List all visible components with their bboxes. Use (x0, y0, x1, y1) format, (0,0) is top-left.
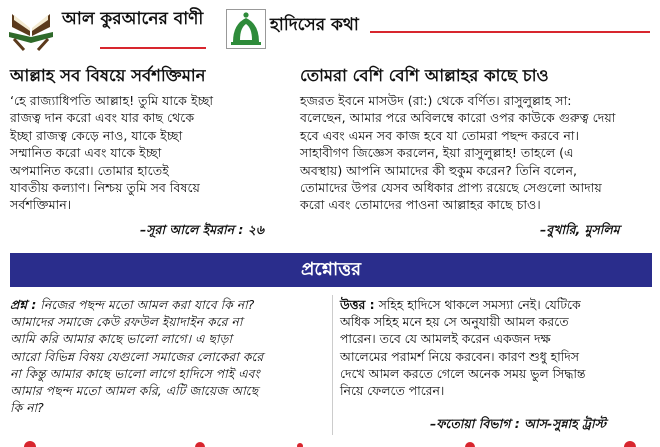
question-line: আমি করি আমার কাছে ভালো লাগে। এ ছাড়া (10, 331, 232, 347)
hadith-line: তোমাদের উপর যেসব অধিকার প্রাপ্য রয়েছে সেগুলো আদায় (300, 180, 602, 196)
question-label: প্রশ্ন : (10, 297, 37, 312)
quran-section-title: আল কুরআনের বাণী (62, 9, 204, 29)
question-text: নিজের পছন্দ মতো আমল করা যাবে কি না? (40, 297, 255, 312)
hadith-title-rule (370, 31, 650, 33)
answer-line: পারেন। তবে যে আমলই করেন একজন দক্ষ (340, 331, 551, 347)
quran-verse-line: সর্বশক্তিমান। (10, 197, 72, 213)
answer-source: –ফতোয়া বিভাগ : আস-সুন্নাহ ট্রাস্ট (430, 416, 606, 431)
answer-line: আলেমের পরামর্শ নিয়ে করবেন। কারণ শুধু হাদিস (340, 348, 579, 364)
answer-line: দেখে আমল করতে গেলে অনেক সময় ভুল সিদ্ধান্ত (340, 365, 586, 381)
mosque-dome-crescent-icon (226, 9, 266, 49)
hadith-source: –বুখারি, মুসলিম (540, 222, 620, 237)
quran-verse-line: ‘হে রাজ্যাধিপতি আল্লাহ! তুমি যাকে ইচ্ছা (10, 93, 214, 108)
quran-article-title: আল্লাহ সব বিষয়ে সর্বশক্তিমান (10, 66, 206, 85)
qa-section-title: প্রশ্নোত্তর (301, 259, 361, 280)
answer-block (340, 296, 652, 399)
quran-verse-text (10, 92, 282, 214)
hadith-line: অবস্থায়) আপনি আমাদের কী হুকুম করেন? তিনি বলেন, (300, 162, 577, 178)
question-block (10, 296, 328, 416)
answer-line: নিয়ে ফেলতে পারেন। (340, 383, 445, 399)
hadith-line: হবে এবং এমন সব কাজ হবে যা তোমরা পছন্দ করবে না। (300, 127, 580, 143)
open-quran-book-icon (6, 6, 56, 52)
hadith-text (300, 92, 652, 214)
answer-line: অধিক সহিহ মনে হয় সে অনুযায়ী আমল করতে (340, 314, 569, 330)
answer-label: উত্তর : (340, 297, 375, 312)
hadith-line: সাহাবীগণ জিজ্ঞেস করলেন, ইয়া রাসুলুল্লাহ! তাহলে (এ (300, 145, 574, 161)
hadith-section-title: হাদিসের কথা (270, 15, 359, 35)
quran-verse-line: রাজত্ব দান করো এবং যার কাছ থেকে (10, 110, 195, 126)
answer-line (340, 296, 652, 313)
quran-verse-line: সম্মানিত করো এবং যাকে ইচ্ছা (10, 145, 162, 161)
question-line (10, 296, 328, 313)
question-line: কি না? (10, 400, 44, 416)
hadith-line: করো এবং তোমাদের পাওনা আল্লাহর কাছে চাও। (300, 197, 541, 213)
question-line: না কিন্তু আমার কাছে ভালো লাগে হাদিসে পাই এবং (10, 365, 260, 381)
question-line: আমাদের সমাজে কেউ রফউল ইয়াদাইন করে না (10, 314, 243, 330)
hadith-article-title: তোমরা বেশি বেশি আল্লাহর কাছে চাও (300, 66, 549, 85)
quran-source: –সূরা আলে ইমরান : ২৬ (140, 222, 264, 237)
quran-verse-line: ইচ্ছা রাজত্ব কেড়ে নাও, যাকে ইচ্ছা (10, 127, 183, 143)
hadith-line: হজরত ইবনে মাসউদ (রা:) থেকে বর্ণিত। রাসুলুল্লাহ সা: (300, 93, 572, 108)
question-line: আমার পছন্দ মতো আমল করি, এটি জায়েজ আছে (10, 383, 259, 399)
question-line: আরো বিভিন্ন বিষয় যেগুলো সমাজের লোকেরা করে (10, 348, 264, 364)
quran-title-rule (100, 47, 206, 49)
qa-column-divider (332, 295, 333, 435)
cropped-bottom-ornament (0, 437, 660, 447)
quran-verse-line: যাবতীয় কল্যাণ। নিশ্চয় তুমি সব বিষয়ে (10, 180, 200, 196)
hadith-line: বলেছেন, আমার পরে অবিলম্বে কারো ওপর কাউকে গুরুত্ব দেয়া (300, 110, 616, 126)
qa-header-band (10, 253, 652, 287)
answer-text: সহিহ হাদিসে থাকলে সমস্যা নেই। যেটিকে (378, 297, 581, 312)
quran-verse-line: অপমানিত করো। তোমার হাতেই (10, 162, 169, 178)
